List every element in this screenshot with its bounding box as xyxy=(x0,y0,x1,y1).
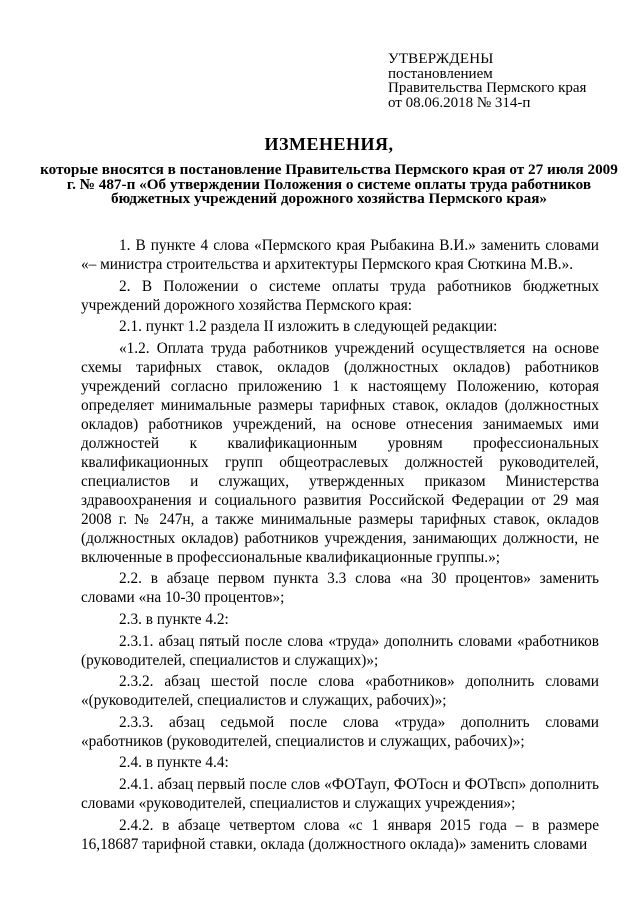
paragraph: 2.3.1. абзац пятый после слова «труда» дополнить словами «работников (руководителей, специалистов и служащих)»; xyxy=(81,632,599,669)
approval-line: Правительства Пермского края xyxy=(388,80,587,97)
document-body xyxy=(81,236,599,854)
document-title: ИЗМЕНЕНИЯ, xyxy=(264,134,394,154)
paragraph: 2.4.2. в абзаце четвертом слова «с 1 января 2015 года – в размере 16,18687 тарифной ставки, оклада (должностного оклада)» заменить словами xyxy=(81,816,599,853)
paragraph: 2.4.1. абзац первый после слов «ФОТауп, ФОТосн и ФОТвсп» дополнить словами «руководителей, специалистов и служащих учреждения»; xyxy=(81,775,599,812)
paragraph: «1.2. Оплата труда работников учреждений осуществляется на основе схемы тарифных ставок, окладов (должностных окладов) работников учреждений согласно приложению 1 к настоящему Положению, которая определяет минимальные размеры тарифных ставок, окладов (должностных окладов) работников учреждений, на основе отнесения занимаемых ими должностей к квалификационным уровням профессиональных квалификационных групп общеотраслевых должностей руководителей, специалистов и служащих, утвержденных приказом Министерства здравоохранения и социального развития Российской Федерации от 29 мая 2008 г. № 247н, а также минимальные размеры тарифных ставок, окладов (должностных окладов) работников учреждения, занимающих должности, не включенные в профессиональные квалификационные группы.»; xyxy=(81,339,599,566)
paragraph: 2.4. в пункте 4.4: xyxy=(119,754,229,772)
paragraph: 2.3.2. абзац шестой после слова «работников» дополнить словами «(руководителей, специалистов и служащих, рабочих)»; xyxy=(81,673,599,710)
paragraph: 2.2. в абзаце первом пункта 3.3 слова «на 30 процентов» заменить словами «на 10-30 процентов»; xyxy=(81,570,599,607)
paragraph: 2.3.3. абзац седьмой после слова «труда» дополнить словами «работников (руководителей, специалистов и служащих, рабочих)»; xyxy=(81,713,599,750)
document-heading xyxy=(40,133,618,207)
approval-block xyxy=(388,52,628,110)
paragraph: 2.1. пункт 1.2 раздела II изложить в следующей редакции: xyxy=(119,318,498,336)
approval-title: УТВЕРЖДЕНЫ xyxy=(388,51,494,67)
paragraph: 2. В Положении о системе оплаты труда работников бюджетных учреждений дорожного хозяйства Пермского края: xyxy=(81,277,599,314)
paragraph: 1. В пункте 4 слова «Пермского края Рыбакина В.И.» заменить словами «– министра строительства и архитектуры Пермского края Сюткина М.В.». xyxy=(81,237,599,273)
paragraph: 2.3. в пункте 4.2: xyxy=(119,610,229,628)
approval-line: от 08.06.2018 № 314-п xyxy=(388,94,531,111)
approval-line: постановлением xyxy=(388,65,493,82)
document-subtitle: которые вносятся в постановление Правительства Пермского края от 27 июля 2009 г. № 487-п «Об утверждении Положения о системе оплаты труда работников бюджетных учреждений дорожного хозяйства Пермского края» xyxy=(40,161,618,208)
